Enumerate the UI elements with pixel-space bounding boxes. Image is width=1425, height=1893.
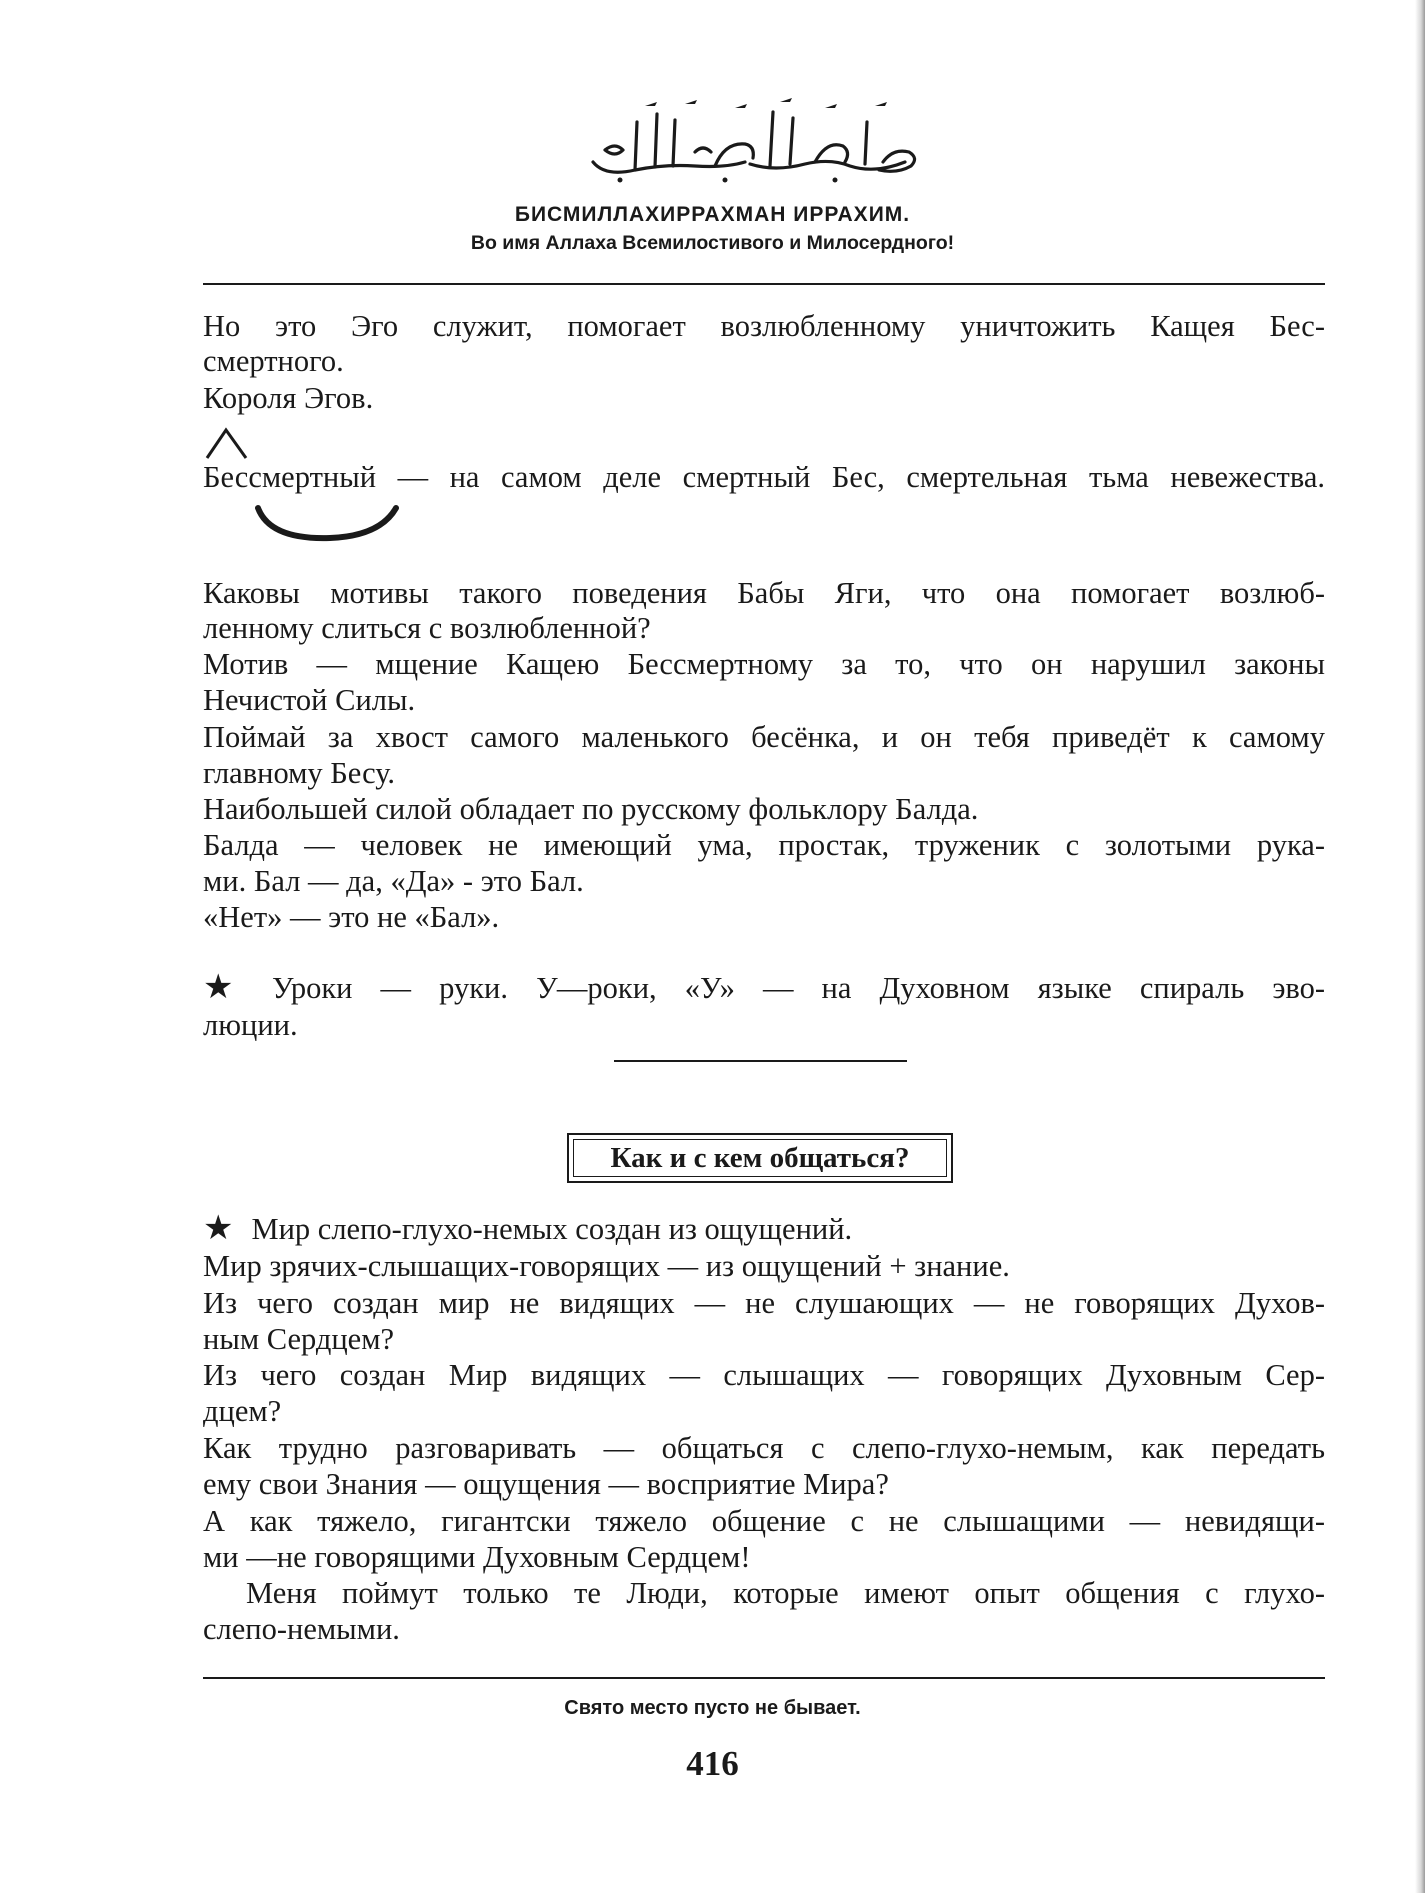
star-icon: ★: [203, 1210, 234, 1247]
text-line: ми —не говорящими Духовным Сердцем!: [203, 1540, 751, 1574]
text-line: Как трудно разговаривать — общаться с слепо-глухо-немым, как передать: [203, 1431, 1325, 1465]
text-line: Меня поймут только те Люди, которые имеют опыт общения с глухо-: [246, 1576, 1325, 1610]
text-line: смертного.: [203, 344, 344, 378]
text-line: ми. Бал — да, «Да» - это Бал.: [203, 864, 584, 898]
text-line: люции.: [203, 1008, 298, 1042]
text-line: слепо-немыми.: [203, 1612, 400, 1646]
star-icon: ★: [203, 969, 254, 1006]
text-line: Каковы мотивы такого поведения Бабы Яги, что она помогает возлюб-: [203, 576, 1325, 610]
text-line: Балда — человек не имеющий ума, простак, труженик с золотыми рука-: [203, 828, 1325, 862]
text-line: Из чего создан мир не видящих — не слушающих — не говорящих Духов-: [203, 1286, 1325, 1320]
footer-rule: [203, 1677, 1325, 1679]
text-line: Мотив — мщение Кащею Бессмертному за то, что он нарушил законы: [203, 647, 1325, 681]
text-line: Нечистой Силы.: [203, 683, 416, 717]
text-line: Бессмертный — на самом деле смертный Бес, смертельная тьма невежества.: [203, 460, 1325, 494]
text-line: Поймай за хвост самого маленького бесёнка, и он тебя приведёт к самому: [203, 720, 1325, 754]
text-line: Короля Эгов.: [203, 381, 374, 415]
text-line: ленному слиться с возлюбленной?: [203, 611, 651, 645]
text-line: Из чего создан Мир видящих — слышащих — говорящих Духовным Сер-: [203, 1358, 1325, 1392]
header-title: БИСМИЛЛАХИРРАХМАН ИРРАХИМ.: [514, 203, 911, 226]
caret-mark: [204, 426, 250, 460]
text-line: Но это Эго служит, помогает возлюбленному уничтожить Кащея Бес-: [203, 309, 1325, 343]
smile-arc-mark: [250, 500, 404, 544]
header-rule: [203, 283, 1325, 285]
text-line-with-star: [203, 1211, 852, 1247]
section-title-box: [567, 1133, 953, 1183]
page-edge-shadow: [1415, 0, 1425, 1893]
text-line: Уроки — руки. У—роки, «У» — на Духовном языке спираль эво-: [271, 971, 1326, 1005]
text-line: «Нет» — это не «Бал».: [203, 900, 500, 934]
header-subtitle: Во имя Аллаха Всемилостивого и Милосердного!: [470, 232, 955, 254]
bismillah-calligraphy: [575, 92, 935, 187]
text-line: главному Бесу.: [203, 756, 396, 790]
text-line: Мир зрячих-слышащих-говорящих — из ощущений + знание.: [203, 1249, 1010, 1283]
section-title: Как и с кем общаться?: [573, 1139, 947, 1177]
text-line: Наибольшей силой обладает по русскому фольклору Балда.: [203, 792, 979, 826]
text-line: ным Сердцем?: [203, 1322, 395, 1356]
footer-proverb: Свято место пусто не бывает.: [564, 1697, 861, 1719]
text-line: А как тяжело, гигантски тяжело общение с не слышащими — невидящи-: [203, 1504, 1325, 1538]
page-number: 416: [686, 1744, 739, 1783]
text-line: дцем?: [203, 1394, 282, 1428]
text-line: ему свои Знания — ощущения — восприятие Мира?: [203, 1467, 889, 1501]
text-line: Мир слепо-глухо-немых создан из ощущений.: [251, 1212, 853, 1246]
text-line-with-star: [203, 970, 1325, 1006]
section-divider: [614, 1060, 907, 1062]
